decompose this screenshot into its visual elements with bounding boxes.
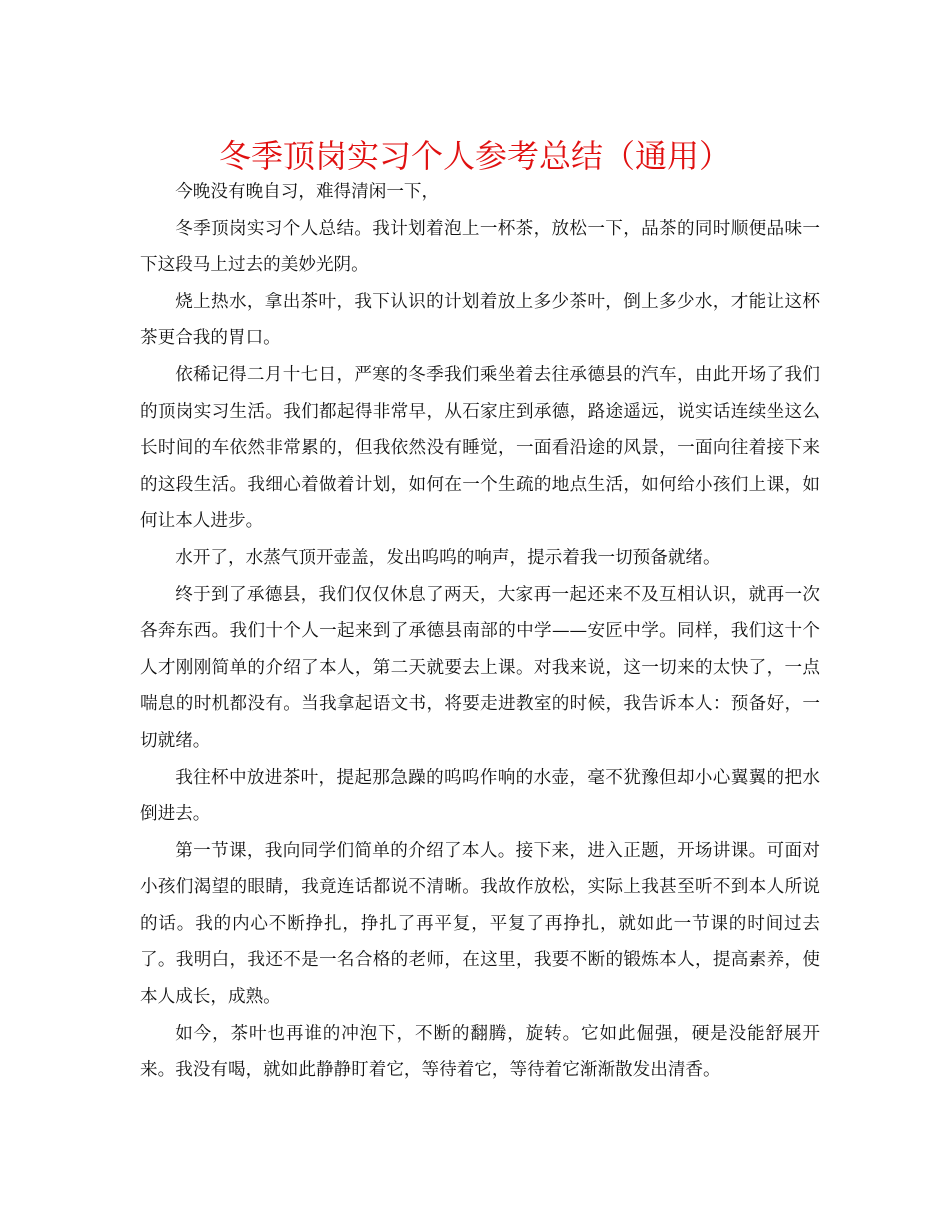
paragraph: 第一节课，我向同学们简单的介绍了本人。接下来，进入正题，开场讲课。可面对小孩们渴望的眼睛，我竟连话都说不清晰。我故作放松，实际上我甚至听不到本人所说的话。我的内心不断挣扎，挣扎了再平复，平复了再挣扎，就如此一节课的时间过去了。我明白，我还不是一名合格的老师，在这里，我要不断的锻炼本人，提高素养，使本人成长，成熟。 xyxy=(140,840,820,1008)
paragraph: 冬季顶岗实习个人总结。我计划着泡上一杯茶，放松一下，品茶的同时顺便品味一下这段马上过去的美妙光阴。 xyxy=(140,218,820,276)
document-title: 冬季顶岗实习个人参考总结（通用） xyxy=(218,137,731,175)
paragraph: 如今，茶叶也再谁的冲泡下，不断的翻腾，旋转。它如此倔强，硬是没能舒展开来。我没有喝，就如此静静盯着它，等待着它，等待着它渐渐散发出清香。 xyxy=(140,1023,820,1081)
paragraph: 烧上热水，拿出茶叶，我下认识的计划着放上多少茶叶，倒上多少水，才能让这杯茶更合我的胃口。 xyxy=(140,291,820,349)
paragraph: 我往杯中放进茶叶，提起那急躁的呜呜作响的水壶，毫不犹豫但却小心翼翼的把水倒进去。 xyxy=(140,767,820,825)
paragraph: 依稀记得二月十七日，严寒的冬季我们乘坐着去往承德县的汽车，由此开场了我们的顶岗实习生活。我们都起得非常早，从石家庄到承德，路途遥远，说实话连续坐这么长时间的车依然非常累的，但我依然没有睡觉，一面看沿途的风景，一面向往着接下来的这段生活。我细心着做着计划，如何在一个生疏的地点生活，如何给小孩们上课，如何让本人进步。 xyxy=(140,364,820,532)
paragraph: 终于到了承德县，我们仅仅休息了两天，大家再一起还来不及互相认识，就再一次各奔东西。我们十个人一起来到了承德县南部的中学——安匠中学。同样，我们这十个人才刚刚简单的介绍了本人，第二天就要去上课。对我来说，这一切来的太快了，一点喘息的时机都没有。当我拿起语文书，将要走进教室的时候，我告诉本人：预备好，一切就绪。 xyxy=(140,584,820,751)
paragraph: 水开了，水蒸气顶开壶盖，发出呜呜的响声，提示着我一切预备就绪。 xyxy=(175,547,721,568)
paragraph: 今晚没有晚自习，难得清闲一下， xyxy=(175,182,440,202)
document-body xyxy=(140,174,820,1089)
